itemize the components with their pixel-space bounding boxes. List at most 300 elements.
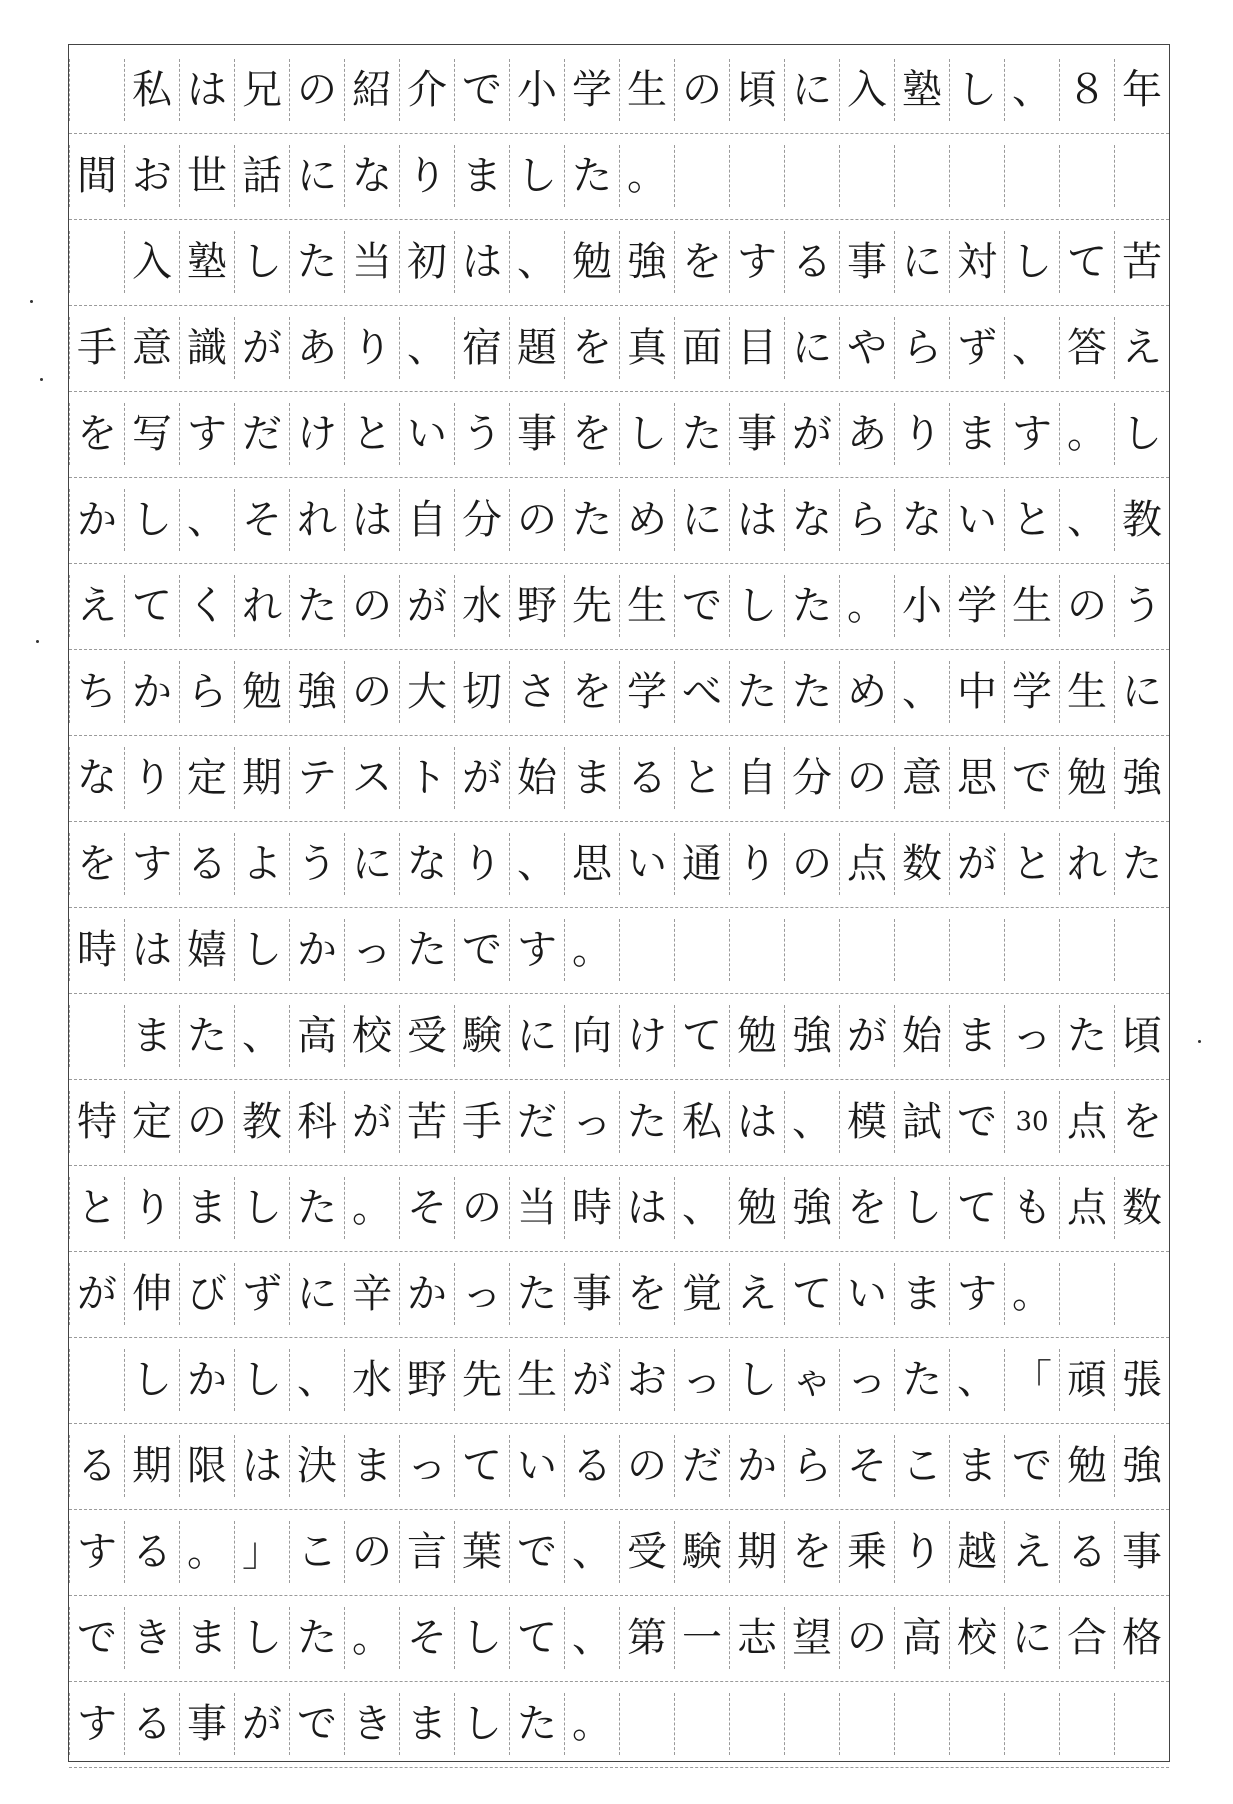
manuscript-cell: た (784, 661, 839, 723)
manuscript-cell: っ (839, 1349, 894, 1411)
manuscript-row (69, 403, 1169, 465)
manuscript-row (69, 317, 1169, 379)
manuscript-cell: 生 (619, 575, 674, 637)
manuscript-cell: す (69, 1693, 124, 1755)
manuscript-cell: に (784, 59, 839, 121)
manuscript-cell: 頑 (1059, 1349, 1114, 1411)
manuscript-cell: に (1004, 1607, 1059, 1669)
manuscript-cell: 話 (234, 145, 289, 207)
manuscript-cell: 。 (344, 1607, 399, 1669)
manuscript-cell: ま (179, 1177, 234, 1239)
manuscript-cell: し (234, 231, 289, 293)
manuscript-cell: 点 (1059, 1091, 1114, 1153)
manuscript-cell: テ (289, 747, 344, 809)
manuscript-cell: め (839, 661, 894, 723)
manuscript-cell: る (179, 833, 234, 895)
manuscript-cell: 、 (509, 231, 564, 293)
row-separator (69, 735, 1169, 736)
manuscript-cell: で (949, 1091, 1004, 1153)
manuscript-cell: け (289, 403, 344, 465)
manuscript-cell: 一 (674, 1607, 729, 1669)
manuscript-cell: が (564, 1349, 619, 1411)
manuscript-cell: て (454, 1435, 509, 1497)
manuscript-cell: こ (894, 1435, 949, 1497)
manuscript-cell: し (509, 145, 564, 207)
manuscript-cell: し (1004, 231, 1059, 293)
manuscript-cell: 校 (949, 1607, 1004, 1669)
manuscript-cell: も (1004, 1177, 1059, 1239)
manuscript-cell: る (124, 1521, 179, 1583)
manuscript-cell: だ (509, 1091, 564, 1153)
manuscript-cell: そ (234, 489, 289, 551)
manuscript-cell (894, 919, 949, 981)
manuscript-row (69, 1177, 1169, 1239)
manuscript-cell: な (784, 489, 839, 551)
row-separator (69, 133, 1169, 134)
manuscript-cell: ら (894, 317, 949, 379)
manuscript-cell: た (619, 1091, 674, 1153)
manuscript-cell: 点 (1059, 1177, 1114, 1239)
manuscript-cell: す (509, 919, 564, 981)
manuscript-cell: ト (399, 747, 454, 809)
manuscript-cell: し (234, 1607, 289, 1669)
manuscript-cell: 兄 (234, 59, 289, 121)
manuscript-cell: 勉 (234, 661, 289, 723)
manuscript-cell: あ (289, 317, 344, 379)
manuscript-cell (1004, 1693, 1059, 1755)
manuscript-cell: た (729, 661, 784, 723)
manuscript-cell: ら (179, 661, 234, 723)
manuscript-cell: 。 (1059, 403, 1114, 465)
row-separator (69, 649, 1169, 650)
manuscript-cell: で (454, 59, 509, 121)
manuscript-cell (949, 919, 1004, 981)
manuscript-cell: 限 (179, 1435, 234, 1497)
manuscript-cell: 時 (564, 1177, 619, 1239)
manuscript-cell: か (124, 661, 179, 723)
manuscript-cell: 点 (839, 833, 894, 895)
manuscript-cell: た (289, 1607, 344, 1669)
row-separator (69, 821, 1169, 822)
manuscript-cell: し (454, 1607, 509, 1669)
row-separator (69, 1595, 1169, 1596)
manuscript-cell: え (69, 575, 124, 637)
manuscript-cell: 向 (564, 1005, 619, 1067)
manuscript-cell: 、 (1004, 59, 1059, 121)
manuscript-row (69, 145, 1169, 207)
manuscript-cell (894, 1693, 949, 1755)
manuscript-cell: 験 (674, 1521, 729, 1583)
manuscript-cell: 。 (1004, 1263, 1059, 1325)
manuscript-cell: 学 (619, 661, 674, 723)
manuscript-cell: 真 (619, 317, 674, 379)
manuscript-cell: 時 (69, 919, 124, 981)
manuscript-cell: や (839, 317, 894, 379)
manuscript-cell: 覚 (674, 1263, 729, 1325)
manuscript-row (69, 1607, 1169, 1669)
row-separator (69, 1423, 1169, 1424)
manuscript-cell: し (729, 575, 784, 637)
manuscript-cell: 苦 (1114, 231, 1169, 293)
manuscript-cell: た (289, 231, 344, 293)
manuscript-cell: 始 (509, 747, 564, 809)
manuscript-cell: 間 (69, 145, 124, 207)
manuscript-row (69, 59, 1169, 121)
row-separator (69, 1165, 1169, 1166)
manuscript-cell: け (619, 1005, 674, 1067)
manuscript-cell: べ (674, 661, 729, 723)
manuscript-cell: 定 (179, 747, 234, 809)
manuscript-cell: 合 (1059, 1607, 1114, 1669)
manuscript-cell: 生 (1059, 661, 1114, 723)
manuscript-cell: ら (839, 489, 894, 551)
manuscript-cell: の (289, 59, 344, 121)
scan-speck (30, 300, 33, 303)
manuscript-cell: の (179, 1091, 234, 1153)
manuscript-cell (839, 919, 894, 981)
manuscript-cell: 面 (674, 317, 729, 379)
manuscript-cell: 。 (839, 575, 894, 637)
manuscript-cell: 苦 (399, 1091, 454, 1153)
manuscript-cell: が (454, 747, 509, 809)
manuscript-cell: 始 (894, 1005, 949, 1067)
manuscript-cell: 野 (509, 575, 564, 637)
manuscript-cell: 事 (509, 403, 564, 465)
manuscript-cell: 期 (234, 747, 289, 809)
scan-speck (40, 378, 43, 381)
manuscript-cell: し (234, 1177, 289, 1239)
manuscript-cell: 介 (399, 59, 454, 121)
manuscript-cell: い (839, 1263, 894, 1325)
manuscript-cell: た (1114, 833, 1169, 895)
manuscript-cell: 試 (894, 1091, 949, 1153)
manuscript-cell: か (729, 1435, 784, 1497)
manuscript-cell (949, 1693, 1004, 1755)
manuscript-cell: ま (124, 1005, 179, 1067)
manuscript-cell: 意 (124, 317, 179, 379)
manuscript-cell: 分 (454, 489, 509, 551)
manuscript-cell: 切 (454, 661, 509, 723)
manuscript-cell: 自 (399, 489, 454, 551)
manuscript-cell: は (344, 489, 399, 551)
manuscript-cell: 入 (839, 59, 894, 121)
manuscript-cell: 言 (399, 1521, 454, 1583)
manuscript-cell: っ (344, 919, 399, 981)
manuscript-cell: な (399, 833, 454, 895)
manuscript-cell: 手 (69, 317, 124, 379)
manuscript-cell: を (619, 1263, 674, 1325)
manuscript-cell: ら (784, 1435, 839, 1497)
manuscript-cell: た (1059, 1005, 1114, 1067)
manuscript-cell: 頃 (729, 59, 784, 121)
manuscript-cell: 越 (949, 1521, 1004, 1583)
manuscript-cell: 。 (564, 919, 619, 981)
manuscript-cell: と (1004, 489, 1059, 551)
manuscript-cell: ま (399, 1693, 454, 1755)
manuscript-cell: 、 (564, 1607, 619, 1669)
manuscript-cell: り (729, 833, 784, 895)
manuscript-cell: り (894, 403, 949, 465)
manuscript-cell: 対 (949, 231, 1004, 293)
manuscript-cell: 。 (619, 145, 674, 207)
manuscript-cell: 、 (234, 1005, 289, 1067)
manuscript-cell: た (784, 575, 839, 637)
manuscript-cell: と (344, 403, 399, 465)
manuscript-cell (1114, 1263, 1169, 1325)
manuscript-cell: 辛 (344, 1263, 399, 1325)
manuscript-row (69, 1091, 1169, 1153)
manuscript-cell: す (729, 231, 784, 293)
manuscript-cell: 手 (454, 1091, 509, 1153)
manuscript-cell (784, 919, 839, 981)
manuscript-cell: 世 (179, 145, 234, 207)
manuscript-cell: て (784, 1263, 839, 1325)
manuscript-cell: 、 (509, 833, 564, 895)
manuscript-cell (674, 145, 729, 207)
manuscript-cell: を (69, 833, 124, 895)
manuscript-cell: ず (234, 1263, 289, 1325)
manuscript-cell: く (179, 575, 234, 637)
manuscript-cell: 受 (399, 1005, 454, 1067)
row-separator (69, 907, 1169, 908)
manuscript-cell: 強 (289, 661, 344, 723)
manuscript-row (69, 919, 1169, 981)
manuscript-cell: を (564, 317, 619, 379)
manuscript-cell: 験 (454, 1005, 509, 1067)
manuscript-cell: の (344, 1521, 399, 1583)
manuscript-cell: 自 (729, 747, 784, 809)
manuscript-cell: 私 (674, 1091, 729, 1153)
manuscript-cell: り (124, 747, 179, 809)
manuscript-cell: ま (949, 1435, 1004, 1497)
manuscript-cell: え (1114, 317, 1169, 379)
manuscript-cell: っ (564, 1091, 619, 1153)
manuscript-cell: な (894, 489, 949, 551)
manuscript-cell: 生 (509, 1349, 564, 1411)
manuscript-cell: 学 (949, 575, 1004, 637)
manuscript-cell: た (289, 575, 344, 637)
manuscript-cell: だ (234, 403, 289, 465)
manuscript-cell: を (69, 403, 124, 465)
manuscript-cell: の (674, 59, 729, 121)
manuscript-cell: て (674, 1005, 729, 1067)
manuscript-cell: ま (179, 1607, 234, 1669)
manuscript-cell: て (949, 1177, 1004, 1239)
manuscript-row (69, 1521, 1169, 1583)
manuscript-cell: は (619, 1177, 674, 1239)
manuscript-cell: き (124, 1607, 179, 1669)
manuscript-cell: っ (674, 1349, 729, 1411)
manuscript-cell: が (949, 833, 1004, 895)
manuscript-cell: り (399, 145, 454, 207)
manuscript-cell: 塾 (894, 59, 949, 121)
manuscript-cell (1059, 919, 1114, 981)
manuscript-cell: 塾 (179, 231, 234, 293)
manuscript-cell: は (729, 489, 784, 551)
manuscript-cell: め (619, 489, 674, 551)
row-separator (69, 1509, 1169, 1510)
manuscript-cell: 思 (949, 747, 1004, 809)
manuscript-cell: で (289, 1693, 344, 1755)
manuscript-cell: る (784, 231, 839, 293)
manuscript-cell: が (399, 575, 454, 637)
manuscript-row (69, 1263, 1169, 1325)
manuscript-cell (784, 145, 839, 207)
manuscript-cell: っ (454, 1263, 509, 1325)
manuscript-cell: 生 (619, 59, 674, 121)
manuscript-cell: 強 (1114, 1435, 1169, 1497)
manuscript-cell: た (179, 1005, 234, 1067)
manuscript-cell: 勉 (1059, 1435, 1114, 1497)
manuscript-cell: は (124, 919, 179, 981)
manuscript-cell: 宿 (454, 317, 509, 379)
manuscript-cell: 望 (784, 1607, 839, 1669)
manuscript-cell: し (124, 1349, 179, 1411)
manuscript-cell: そ (399, 1177, 454, 1239)
manuscript-cell: し (234, 1349, 289, 1411)
row-separator (69, 305, 1169, 306)
manuscript-cell: 、 (949, 1349, 1004, 1411)
manuscript-cell: 数 (1114, 1177, 1169, 1239)
row-separator (69, 993, 1169, 994)
manuscript-cell: 勉 (729, 1005, 784, 1067)
manuscript-cell: 題 (509, 317, 564, 379)
scan-speck (1198, 1040, 1201, 1043)
manuscript-cell: 強 (619, 231, 674, 293)
manuscript-row (69, 489, 1169, 551)
manuscript-cell: に (509, 1005, 564, 1067)
manuscript-cell: が (839, 1005, 894, 1067)
manuscript-cell: 第 (619, 1607, 674, 1669)
manuscript-cell: 、 (1004, 317, 1059, 379)
manuscript-cell: え (729, 1263, 784, 1325)
manuscript-cell: に (289, 1263, 344, 1325)
manuscript-cell (1004, 145, 1059, 207)
manuscript-cell: の (839, 747, 894, 809)
manuscript-cell: 勉 (1059, 747, 1114, 809)
manuscript-cell: の (1059, 575, 1114, 637)
manuscript-cell: た (894, 1349, 949, 1411)
manuscript-cell: 当 (509, 1177, 564, 1239)
manuscript-cell: か (399, 1263, 454, 1325)
manuscript-cell: 勉 (564, 231, 619, 293)
manuscript-cell (1059, 145, 1114, 207)
manuscript-cell: で (1004, 747, 1059, 809)
manuscript-cell: 、 (179, 489, 234, 551)
manuscript-cell: 写 (124, 403, 179, 465)
manuscript-cell: い (949, 489, 1004, 551)
manuscript-cell: 識 (179, 317, 234, 379)
manuscript-cell: る (69, 1435, 124, 1497)
manuscript-cell: 。 (564, 1693, 619, 1755)
manuscript-cell: の (509, 489, 564, 551)
manuscript-cell: れ (1059, 833, 1114, 895)
row-separator (69, 1681, 1169, 1682)
manuscript-cell: で (69, 1607, 124, 1669)
manuscript-cell: に (289, 145, 344, 207)
manuscript-cell: に (894, 231, 949, 293)
manuscript-cell (1059, 1693, 1114, 1755)
manuscript-cell: 、 (289, 1349, 344, 1411)
manuscript-cell: が (344, 1091, 399, 1153)
manuscript-cell: お (124, 145, 179, 207)
manuscript-cell: い (509, 1435, 564, 1497)
manuscript-cell: た (564, 489, 619, 551)
manuscript-cell (784, 1693, 839, 1755)
manuscript-cell: を (784, 1521, 839, 1583)
manuscript-row (69, 747, 1169, 809)
row-separator (69, 1337, 1169, 1338)
manuscript-cell: し (729, 1349, 784, 1411)
manuscript-cell: が (69, 1263, 124, 1325)
manuscript-cell: 勉 (729, 1177, 784, 1239)
manuscript-cell: 模 (839, 1091, 894, 1153)
manuscript-cell: こ (289, 1521, 344, 1583)
manuscript-cell: 中 (949, 661, 1004, 723)
manuscript-cell: を (564, 661, 619, 723)
manuscript-cell: 、 (399, 317, 454, 379)
manuscript-cell: 、 (894, 661, 949, 723)
manuscript-cell: 嬉 (179, 919, 234, 981)
manuscript-cell: え (1004, 1521, 1059, 1583)
manuscript-cell (674, 919, 729, 981)
manuscript-cell: 」 (234, 1521, 289, 1583)
manuscript-cell: よ (234, 833, 289, 895)
manuscript-cell: 強 (784, 1177, 839, 1239)
manuscript-cell (839, 1693, 894, 1755)
manuscript-cell: 事 (179, 1693, 234, 1755)
manuscript-cell: 強 (1114, 747, 1169, 809)
manuscript-cell: 意 (894, 747, 949, 809)
manuscript-cell: 、 (784, 1091, 839, 1153)
manuscript-cell: と (69, 1177, 124, 1239)
manuscript-cell: り (894, 1521, 949, 1583)
manuscript-cell: 学 (564, 59, 619, 121)
manuscript-cell: か (289, 919, 344, 981)
manuscript-cell: な (344, 145, 399, 207)
manuscript-cell: た (289, 1177, 344, 1239)
manuscript-cell: が (784, 403, 839, 465)
manuscript-cell: 「 (1004, 1349, 1059, 1411)
manuscript-cell: な (69, 747, 124, 809)
manuscript-cell: あ (839, 403, 894, 465)
manuscript-cell: し (124, 489, 179, 551)
manuscript-cell: は (454, 231, 509, 293)
manuscript-row (69, 575, 1169, 637)
manuscript-cell (69, 1005, 124, 1067)
manuscript-cell: か (179, 1349, 234, 1411)
manuscript-cell: 思 (564, 833, 619, 895)
manuscript-cell: す (949, 1263, 1004, 1325)
manuscript-cell: 頃 (1114, 1005, 1169, 1067)
manuscript-cell: 事 (839, 231, 894, 293)
manuscript-cell: さ (509, 661, 564, 723)
manuscript-cell: う (1114, 575, 1169, 637)
manuscript-cell (619, 919, 674, 981)
manuscript-cell: そ (839, 1435, 894, 1497)
manuscript-cell: ゃ (784, 1349, 839, 1411)
manuscript-cell (729, 145, 784, 207)
manuscript-cell: 高 (894, 1607, 949, 1669)
manuscript-cell: う (289, 833, 344, 895)
manuscript-cell (1114, 1693, 1169, 1755)
manuscript-cell: た (564, 145, 619, 207)
manuscript-cell: お (619, 1349, 674, 1411)
manuscript-cell (949, 145, 1004, 207)
manuscript-cell: ８ (1059, 59, 1114, 121)
manuscript-cell: す (179, 403, 234, 465)
manuscript-cell: 校 (344, 1005, 399, 1067)
